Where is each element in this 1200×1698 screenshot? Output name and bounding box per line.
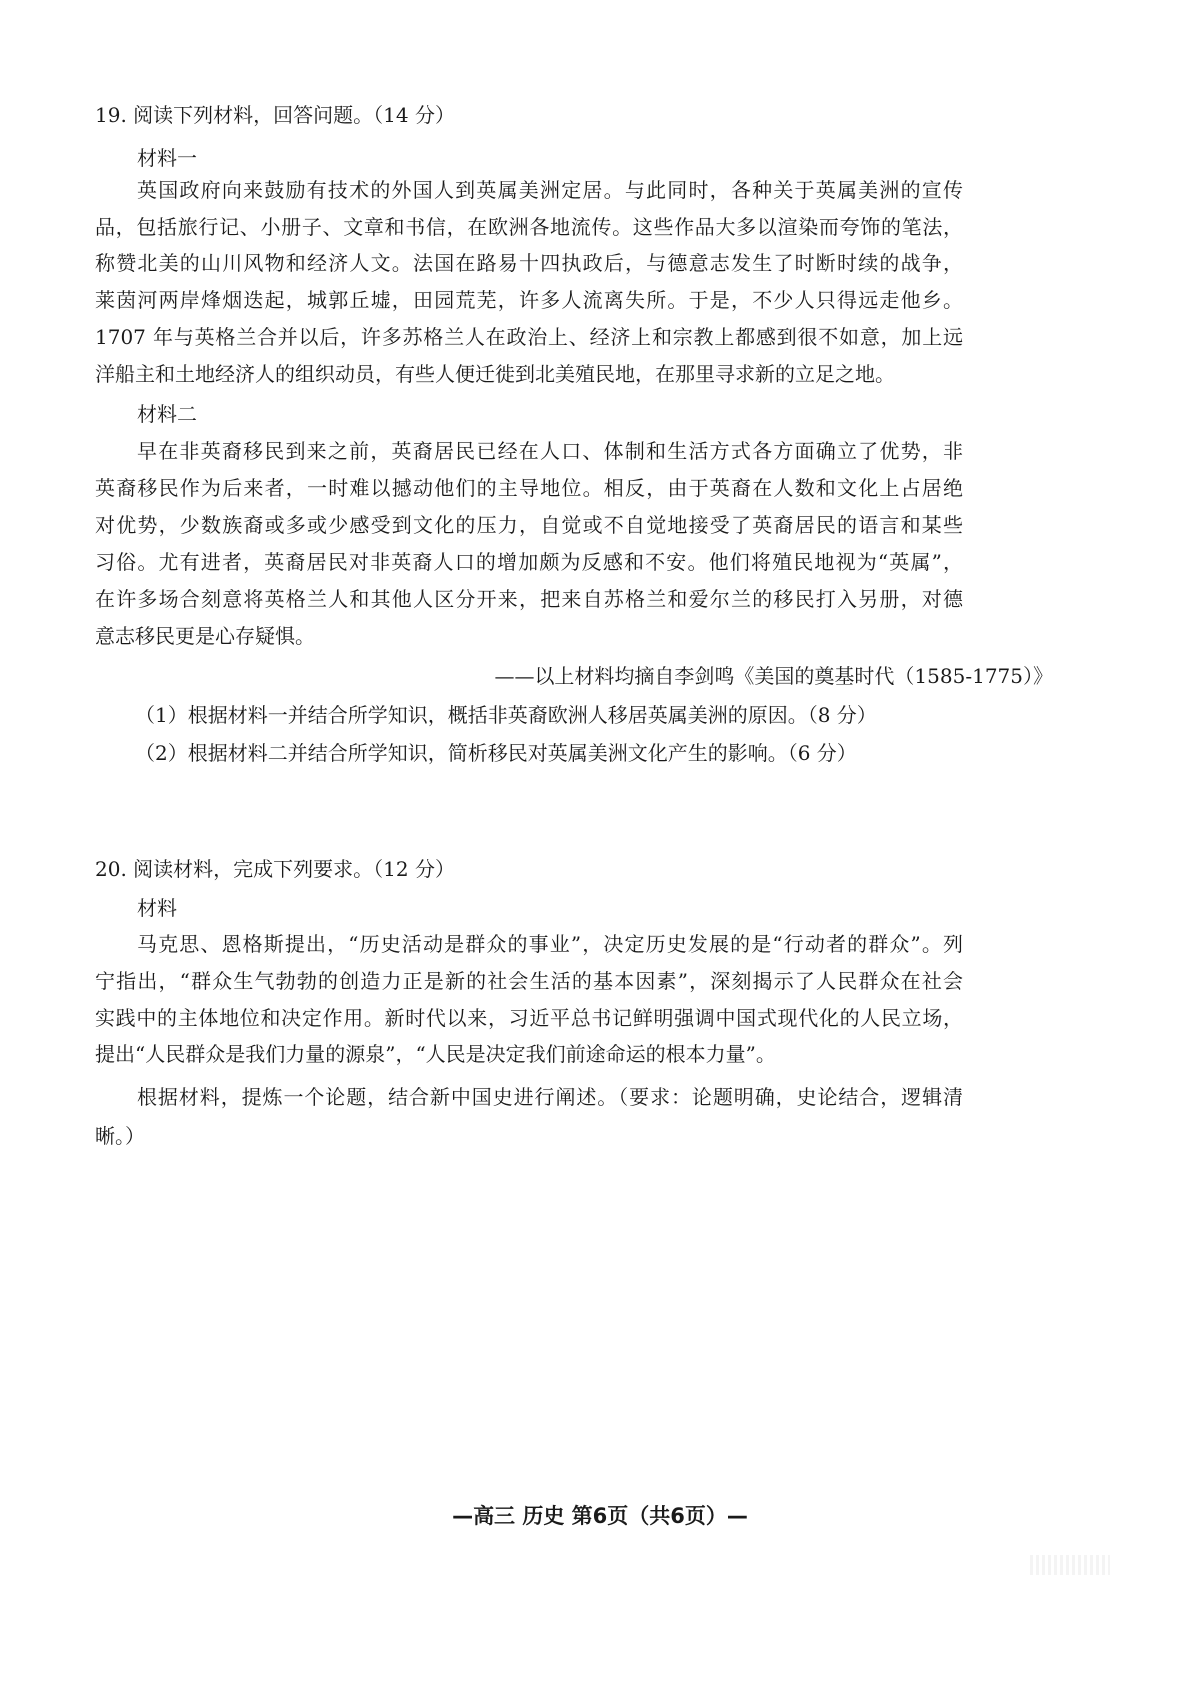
- q20-task-line: 根据材料，提炼一个论题，结合新中国史进行阐述。（要求：论题明确，史论结合，逻辑清: [137, 1085, 963, 1109]
- q19-material1-line: 英国政府向来鼓励有技术的外国人到英属美洲定居。与此同时，各种关于英属美洲的宣传: [137, 178, 963, 202]
- scan-watermark: [1030, 1555, 1110, 1575]
- q19-subquestion-2: （2）根据材料二并结合所学知识，简析移民对英属美洲文化产生的影响。（6 分）: [135, 741, 857, 765]
- q19-source-citation: ——以上材料均摘自李剑鸣《美国的奠基时代（1585-1775）》: [494, 664, 1053, 688]
- q19-title: 19. 阅读下列材料，回答问题。（14 分）: [95, 103, 455, 127]
- q20-task-line: 晰。）: [95, 1124, 145, 1148]
- q19-material2-heading: 材料二: [137, 402, 197, 426]
- q20-material-line: 实践中的主体地位和决定作用。新时代以来，习近平总书记鲜明强调中国式现代化的人民立场，: [95, 1006, 963, 1030]
- q19-material2-line: 早在非英裔移民到来之前，英裔居民已经在人口、体制和生活方式各方面确立了优势，非: [137, 439, 963, 463]
- q19-material2-line: 对优势，少数族裔或多或少感受到文化的压力，自觉或不自觉地接受了英裔居民的语言和某些: [95, 513, 963, 537]
- q19-material2-line: 英裔移民作为后来者，一时难以撼动他们的主导地位。相反，由于英裔在人数和文化上占居绝: [95, 476, 963, 500]
- q19-material2-line: 在许多场合刻意将英格兰人和其他人区分开来，把来自苏格兰和爱尔兰的移民打入另册，对德: [95, 587, 963, 611]
- q20-title: 20. 阅读材料，完成下列要求。（12 分）: [95, 857, 455, 881]
- q19-subquestion-1: （1）根据材料一并结合所学知识，概括非英裔欧洲人移居英属美洲的原因。（8 分）: [135, 703, 877, 727]
- q19-material2-line: 意志移民更是心存疑惧。: [95, 624, 315, 648]
- q19-material1-line: 洋船主和土地经济人的组织动员，有些人便迁徙到北美殖民地，在那里寻求新的立足之地。: [95, 362, 895, 386]
- q20-material-line: 宁指出，“群众生气勃勃的创造力正是新的社会生活的基本因素”，深刻揭示了人民群众在社会: [95, 969, 963, 993]
- q19-material1-heading: 材料一: [137, 146, 197, 170]
- q19-material1-line: 1707 年与英格兰合并以后，许多苏格兰人在政治上、经济上和宗教上都感到很不如意，加上远: [95, 325, 963, 349]
- q19-material1-line: 莱茵河两岸烽烟迭起，城郭丘墟，田园荒芜，许多人流离失所。于是，不少人只得远走他乡。: [95, 288, 963, 312]
- q19-material1-line: 称赞北美的山川风物和经济人文。法国在路易十四执政后，与德意志发生了时断时续的战争，: [95, 251, 963, 275]
- q20-material-line: 马克思、恩格斯提出，“历史活动是群众的事业”，决定历史发展的是“行动者的群众”。列: [137, 932, 963, 956]
- q19-material2-line: 习俗。尤有进者，英裔居民对非英裔人口的增加颇为反感和不安。他们将殖民地视为“英属”，: [95, 550, 963, 574]
- q19-material1-line: 品，包括旅行记、小册子、文章和书信，在欧洲各地流传。这些作品大多以渲染而夸饰的笔法，: [95, 215, 963, 239]
- q20-material-line: 提出“人民群众是我们力量的源泉”，“人民是决定我们前途命运的根本力量”。: [95, 1042, 776, 1066]
- q20-material-heading: 材料: [137, 896, 177, 920]
- page-footer: —高三 历史 第6页（共6页）—: [452, 1504, 748, 1528]
